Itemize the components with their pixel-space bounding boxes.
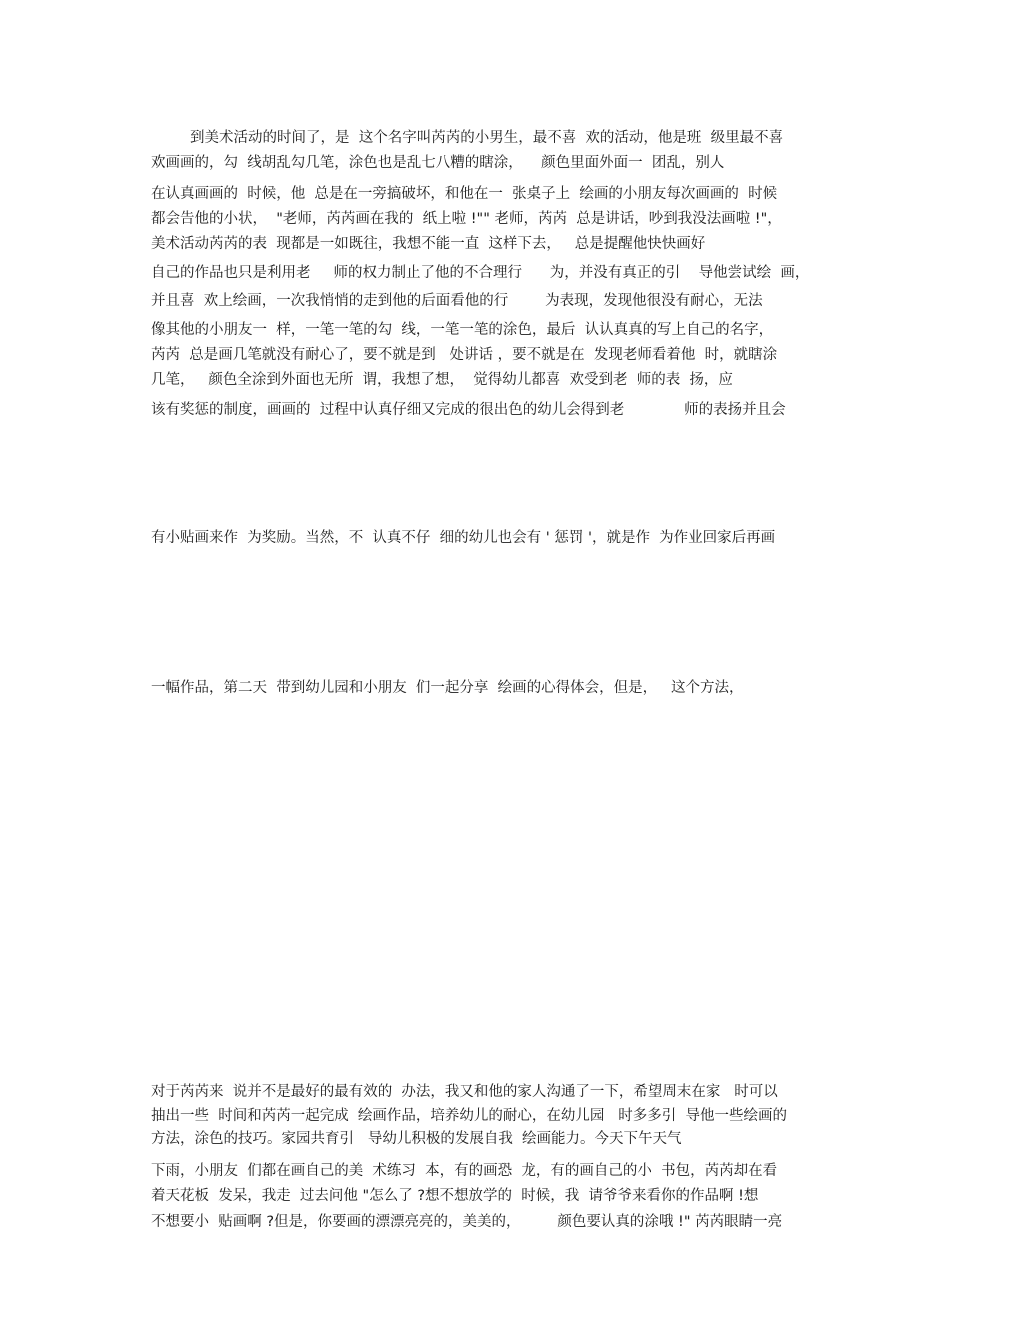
text-line: 芮芮 总是画几笔就没有耐心了，要不就是到 处讲话 ，要不就是在 发现老师看着他 时，就瞎涂	[151, 347, 778, 363]
text-line: 一幅作品，第二天 带到幼儿园和小朋友 们一起分享 绘画的心得体会，但是， 这个方法，	[151, 680, 744, 696]
text-line: 美术活动芮芮的表 现都是一如既往，我想不能一直 这样下去， 总是提醒他快快画好	[151, 236, 706, 252]
text-line: 欢画画的，勾 线胡乱勾几笔，涂色也是乱七八糟的瞎涂， 颜色里面外面一 团乱，别人	[151, 155, 725, 171]
text-line: 并且喜 欢上绘画，一次我悄悄的走到他的后面看他的行 为表现，发现他很没有耐心，无法	[151, 293, 763, 309]
text-line: 几笔， 颜色全涂到外面也无所 谓，我想了想， 觉得幼儿都喜 欢受到老 师的表 扬，应	[151, 372, 733, 388]
text-line: 对于芮芮来 说并不是最好的最有效的 办法，我又和他的家人沟通了一下，希望周末在家 时可以	[151, 1084, 778, 1100]
text-line: 像其他的小朋友一 样，一笔一笔的勾 线，一笔一笔的涂色，最后 认认真真的写上自己的名字，	[151, 322, 774, 338]
text-line: 抽出一些 时间和芮芮一起完成 绘画作品，培养幼儿的耐心，在幼儿园 时多多引 导他一些绘画的	[151, 1108, 787, 1124]
text-line: 自己的作品也只是利用老 师的权力制止了他的不合理行 为，并没有真正的引 导他尝试绘 画，	[151, 265, 810, 281]
text-line: 到美术活动的时间了，是 这个名字叫芮芮的小男生，最不喜 欢的活动，他是班 级里最不喜	[190, 130, 784, 146]
text-line: 着天花板 发呆，我走 过去问他 "怎么了 ?想不想放学的 时候，我 请爷爷来看你的作品啊 !想	[151, 1188, 759, 1204]
text-line: 不想要小 贴画啊 ?但是，你要画的漂漂亮亮的，美美的， 颜色要认真的涂哦 !" 芮芮眼睛一亮	[151, 1214, 783, 1230]
text-line: 都会告他的小状， "老师，芮芮画在我的 纸上啦 !"" 老师，芮芮 总是讲话，吵到我没法画啦 !"，	[151, 211, 782, 227]
text-line: 该有奖惩的制度，画画的 过程中认真仔细又完成的很出色的幼儿会得到老 师的表扬并且会	[151, 402, 786, 418]
text-line: 方法，涂色的技巧。家园共育引 导幼儿积极的发展自我 绘画能力。今天下午天气	[151, 1131, 682, 1147]
text-line: 在认真画画的 时候，他 总是在一旁搞破坏，和他在一 张桌子上 绘画的小朋友每次画画的 时候	[151, 186, 778, 202]
text-line: 有小贴画来作 为奖励。当然，不 认真不仔 细的幼儿也会有 ' 惩罚 '，就是作 为作业回家后再画	[151, 530, 776, 546]
text-line: 下雨，小朋友 们都在画自己的美 术练习 本，有的画恐 龙，有的画自己的小 书包，芮芮却在看	[151, 1163, 778, 1179]
